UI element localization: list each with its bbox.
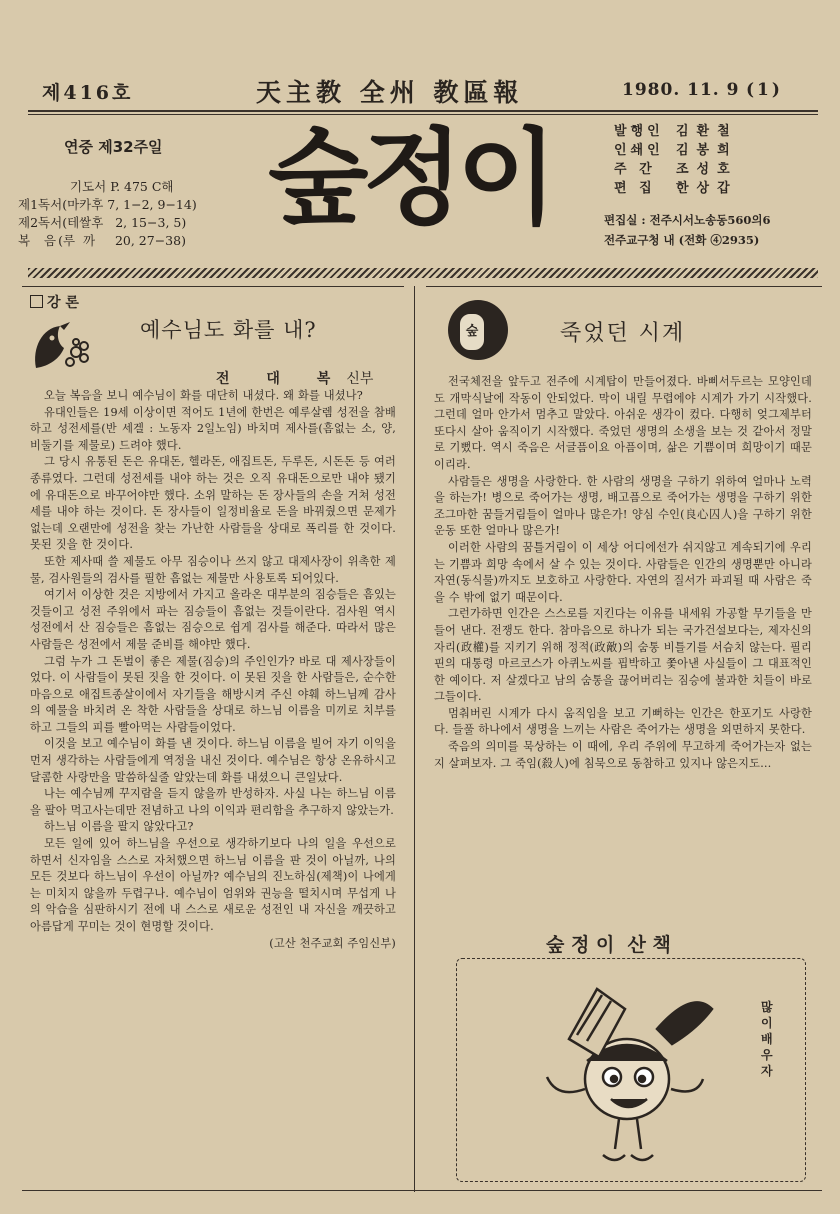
article-author: 전 대 복신부 <box>216 371 374 387</box>
paragraph: 전국체전을 앞두고 전주에 시계탑이 만들어졌다. 바삐서두르는 모양인데도 개막식날에 작동이 안되었다. 막이 내릴 무렵에야 시계가 가기 시작했다. 그런데 얼마 안가서 멈추고 말았다. 아쉬운 생각이 컸다. 다행히 엊그제부터 또다시 살아 움직이기 시작했다. 죽었던 생명의 소생을 보는 것 같아서 정말로 기뻤다. 역시 죽음은 서글픔이요 아픔이며, 삶은 기쁨이며 희망이기 때문이리라. <box>434 375 812 471</box>
cartoon-illustration <box>507 969 727 1174</box>
section-label: 강 론 <box>30 292 79 312</box>
liturgical-week: 연중 제32주일 <box>64 138 163 156</box>
paragraph: 그럼 누가 그 돈벌이 좋은 제물(짐승)의 주인인가? 바로 대 제사장들이었다. 이 사람들이 못된 짓을 한 것이다. 이 못된 짓을 한 사람들은, 순수한 마음으로 애집트종살이에서 자기들을 해방시켜 주신 야훼 하느님께 감사의 예물을 바치려 온 착한 사람들을 상대로 하느님 이름을 미끼로 치부를 하고 그들의 피를 빨아먹는 사람들이었다. <box>30 654 396 734</box>
reading-row: 복 음(루 까 20, 27−38) <box>18 233 186 248</box>
cartoon-caption: 많이 배우자 <box>761 1000 773 1078</box>
checkbox-icon <box>30 295 43 308</box>
issue-number: 제416호 <box>42 82 134 104</box>
paragraph: 이러한 사람의 꿈틀거림이 이 세상 어디에선가 쉬지않고 계속되기에 우리는 기쁨과 희망 속에서 살 수 있는 것이다. 사람들은 인간의 생명뿐만 아니라 자연(동식물)까지도 보호하고 사랑한다. 자연의 질서가 파괴될 때 사람은 죽을 수 밖에 없기 때문이다. <box>434 540 812 604</box>
column-title: 죽었던 시계 <box>560 321 686 346</box>
article-title: 예수님도 화를 내? <box>140 318 317 342</box>
editorial-address: 편집실 : 전주시서노송동560의6 <box>604 213 771 227</box>
paragraph: 여기서 이상한 것은 지방에서 가지고 올라온 대부분의 짐승들은 흠있는 것들이고 성전 주위에서 파는 짐승들이 흠없는 것들이란다. 검사원 역시 성전에서 산 짐승들은 흠없는 짐승으로 쉽게 검사를 해준다. 따라서 많은 사람들은 성전에서 제물 준비를 해야만 했다. <box>30 588 396 651</box>
masthead-title: 숲정이 <box>268 117 552 239</box>
paragraph: 멈춰버린 시계가 다시 움직임을 보고 기뻐하는 인간은 한포기도 사랑한다. 들풀 하나에서 생명을 느끼는 사람은 죽어가는 생명을 외면하지 못한다. <box>434 706 812 737</box>
paragraph: 나는 예수님께 꾸지람을 듣지 않을까 반성하자. 사실 나는 하느님 이름을 팔아 먹고사는데만 전념하고 나의 이익과 편리함을 추구하지 않았는가. <box>30 787 396 817</box>
publication-name: 天主教 全州 教區報 <box>256 78 524 107</box>
reading-row: 제2독서(테쌀후 2, 15−3, 5) <box>18 215 187 230</box>
page-number: (1) <box>746 80 783 100</box>
reading-row: 제1독서(마카후 7, 1−2, 9−14) <box>18 197 197 212</box>
paragraph: 사람들은 생명을 사랑한다. 한 사람의 생명을 구하기 위하여 얼마나 노력을 하는가! 병으로 죽어가는 생명, 배고픔으로 죽어가는 생명을 구하기 위한 조그마한 꿈들거림들이 얼마나 많은가! 양심 수인(良心囚人)을 구하기 위한 운동 또한 얼마나 많은가! <box>434 474 812 538</box>
signature: (고산 천주교회 주임신부) <box>269 936 396 950</box>
paragraph: 그런가하면 인간은 스스로를 지킨다는 이유를 내세워 가공할 무기들을 만들어 낸다. 전쟁도 한다. 참마음으로 하나가 되는 국가건설보다는, 제자신의 자리(政權)를 지키기 위해 정적(政敵)의 숨통 비틀기를 서슴치 않는다. 필리핀의 대통령 마르코스가 아퀴노씨를 핍박하고 쫓아낸 사실들이 그 대표적인 한 예이다. 저 살겠다고 남의 숨통을 끊어버리는 짐승에 불과한 치들이 바로 그들이다. <box>434 607 812 704</box>
paragraph: 죽음의 의미를 묵상하는 이 때에, 우리 주위에 무고하게 죽어가는자 없는지 살펴보자. 그 죽임(殺人)에 침묵으로 동참하고 있지나 않은지도… <box>434 740 812 770</box>
header-rule-top <box>28 110 818 112</box>
staff-list <box>614 122 814 198</box>
left-column-top-rule <box>22 286 404 287</box>
cartoon-title: 숲 정 이 산 책 <box>546 934 671 956</box>
right-column-top-rule <box>426 286 822 287</box>
cartoon-frame <box>456 958 806 1182</box>
masthead-divider <box>28 268 818 278</box>
editorial-phone: 전주교구청 내 (전화 ④2935) <box>604 233 760 247</box>
staff-row: 인쇄인 김봉희 <box>614 143 738 158</box>
column-divider <box>414 286 415 1192</box>
badge-inner: 숲 <box>458 312 486 352</box>
paragraph: 오늘 복음을 보니 예수님이 화를 대단히 내셨다. 왜 화를 내셨나? <box>44 389 363 402</box>
bird-flower-icon <box>30 318 94 376</box>
issue-date: 1980. 11. 9 <box>622 80 740 100</box>
paragraph: 이것을 보고 예수님이 화를 낸 것이다. 하느님 이름을 빌어 자기 이익을 먼저 생각하는 사람들에게 역정을 내신 것이다. 예수님은 항상 온유하시고 달콤한 사랑만을 말씀하실줄 알았는데 화를 내셨으니 큰일났다. <box>30 737 396 784</box>
staff-row: 주 간 조성호 <box>614 162 738 177</box>
paragraph: 모든 일에 있어 하느님을 우선으로 생각하기보다 나의 일을 우선으로 하면서 신자임을 스스로 자처했으면 하느님 이름을 판 것이 아닐까, 나의 모든 것보다 하느님이 우선이 아닐까? 예수님의 진노하심(제책)이 나에게는 미치지 않을까 두렵구나. 예수님이 엄위와 권능을 떨치시며 무섭게 나의 악습을 심판하시기 전에 내 스스로 새로운 성전인 내 자신을 깨끗하고 아름답게 꾸미는 것이 현명할 것이다. <box>30 837 396 933</box>
paragraph: 또한 제사때 쓸 제물도 아무 짐승이나 쓰지 않고 대제사장이 위촉한 제물, 검사원들의 검사를 필한 흠없는 제물만 사용토록 되어있다. <box>30 554 396 585</box>
paragraph: 그 당시 유통된 돈은 유대돈, 헬라돈, 애집트돈, 두루돈, 시돈돈 등 여러 종류였다. 그런데 성전세를 내야 하는 것은 오직 유대돈으로만 내야 됐기에 유대돈으로 바꾸어야만 했다. 소위 말하는 돈 장사들의 손을 거쳐 성전세를 내야 하는 것이다. 돈 장사들이 일정비율로 돈을 바꿔줬으면 문제가 없는데 오랜만에 성전을 찾는 가난한 사람들을 상대로 폭리를 한 것이다. 못된 짓을 한 것이다. <box>30 455 396 552</box>
bottom-rule <box>22 1190 822 1191</box>
readings-box <box>18 178 258 250</box>
sermon-body <box>30 388 396 952</box>
staff-row: 편 집 한상갑 <box>614 181 738 196</box>
column-body <box>434 374 812 772</box>
prayer-book-ref: 기도서 P. 475 C해 <box>70 179 174 194</box>
paragraph: 유대인들은 19세 이상이면 적어도 1년에 한번은 예루살렘 성전을 참배하고 성전세를(반 세겔 : 노동자 2일노임) 바치며 제사를(흠없는 소, 양, 비둘기를 제물로) 드려야 했다. <box>30 405 396 452</box>
column-badge <box>448 300 508 360</box>
paragraph: 하느님 이름을 팔지 않았다고? <box>44 820 194 834</box>
staff-row: 발행인 김환철 <box>614 124 738 139</box>
